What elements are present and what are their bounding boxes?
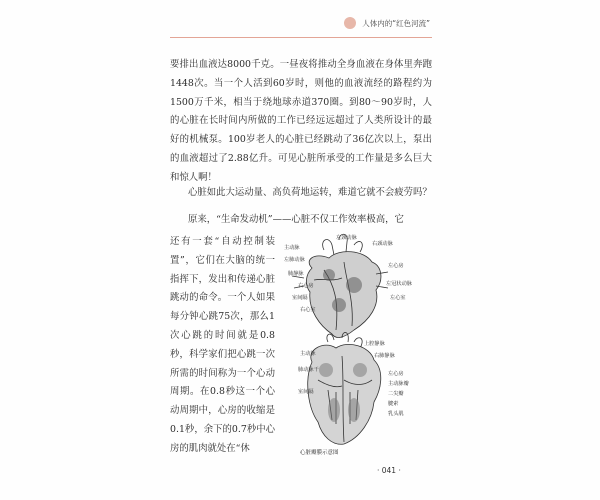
label-main-artery: 主动脉: [284, 245, 300, 251]
header-title: 人体内的“红色河流”: [362, 18, 430, 28]
label-right-innominate: 右颈动脉: [372, 241, 393, 247]
label-left-coronary: 左冠状动脉: [386, 281, 412, 287]
label-right-pulmonary-vein: 右肺静脉: [374, 353, 395, 359]
label-left-ventricle: 左心室: [390, 295, 406, 301]
column-text: [170, 233, 275, 459]
label-left-pulmonary: 左肺动脉: [284, 257, 305, 263]
label-left-carotid: 左颈动脉: [336, 235, 357, 241]
paragraph-3-lead-text: 原来，“生命发动机”——心脏不仅工作效率极高，它: [188, 214, 404, 225]
label-mitral-valve: 二尖瓣: [388, 391, 404, 397]
label-septum-top: 室间隔: [292, 295, 308, 301]
figure-caption: 心脏瓣膜示意图: [300, 450, 339, 456]
label-aorta: 主动脉: [300, 351, 316, 357]
label-pulmonary-vein: 肺静脉: [288, 271, 304, 277]
question-text: 心脏如此大运动量、高负荷地运转，难道它就不会疲劳吗？: [188, 187, 432, 198]
label-right-ventricle: 右心室: [300, 307, 316, 313]
header-dot-icon: [344, 17, 356, 29]
label-pulmonary-trunk: 肺动脉干: [298, 367, 319, 373]
label-left-atrium-bottom: 左心房: [388, 371, 404, 377]
paragraph-1-text: 要排出血液达8000千克。一昼夜将推动全身血液在身体里奔跑1448次。当一个人活到60岁时，则他的血液流经的路程约为1500万千米，相当于绕地球赤道370圈。到80～90岁时，人的心脏在长时间内所做的工作已经远远超过了人类所设计的最好的机械泵。100岁老人的心脏已经跳动了36亿次以上，泵出的血液超过了2.88亿升。可见心脏所承受的工作量是多么巨大和惊人啊！: [170, 59, 432, 183]
header-divider: [170, 37, 432, 38]
column-text-body: 还有一套“自动控制装置”，它们在大脑的统一指挥下，发出和传递心脏跳动的命令。一个人如果每分钟心跳75次，那么1次心跳的时间就是0.8秒，科学家们把心跳一次所需的时间称为一个心动周期。在0.8秒这一个心动周期中，心房的收缩是0.1秒，余下的0.7秒中心房的肌肉就处在“休: [170, 236, 275, 454]
heart-figure: [284, 230, 419, 460]
label-aortic-valve: 主动脉瓣: [388, 381, 409, 387]
paragraph-1: [170, 56, 432, 188]
label-right-atrium: 右心房: [298, 283, 314, 289]
label-superior-vena-cava: 上腔静脉: [364, 341, 385, 347]
label-left-atrium: 左心房: [388, 263, 404, 269]
label-septum-bottom: 室间隔: [298, 389, 314, 395]
running-header: [344, 17, 430, 29]
page-number: · 041 ·: [377, 466, 401, 475]
paragraph-3-lead: [170, 211, 432, 230]
heart-valve-drawing: [308, 332, 381, 444]
label-papillary: 乳头肌: [388, 411, 404, 417]
label-tendons: 腱索: [388, 401, 399, 407]
question-paragraph: [170, 184, 432, 203]
